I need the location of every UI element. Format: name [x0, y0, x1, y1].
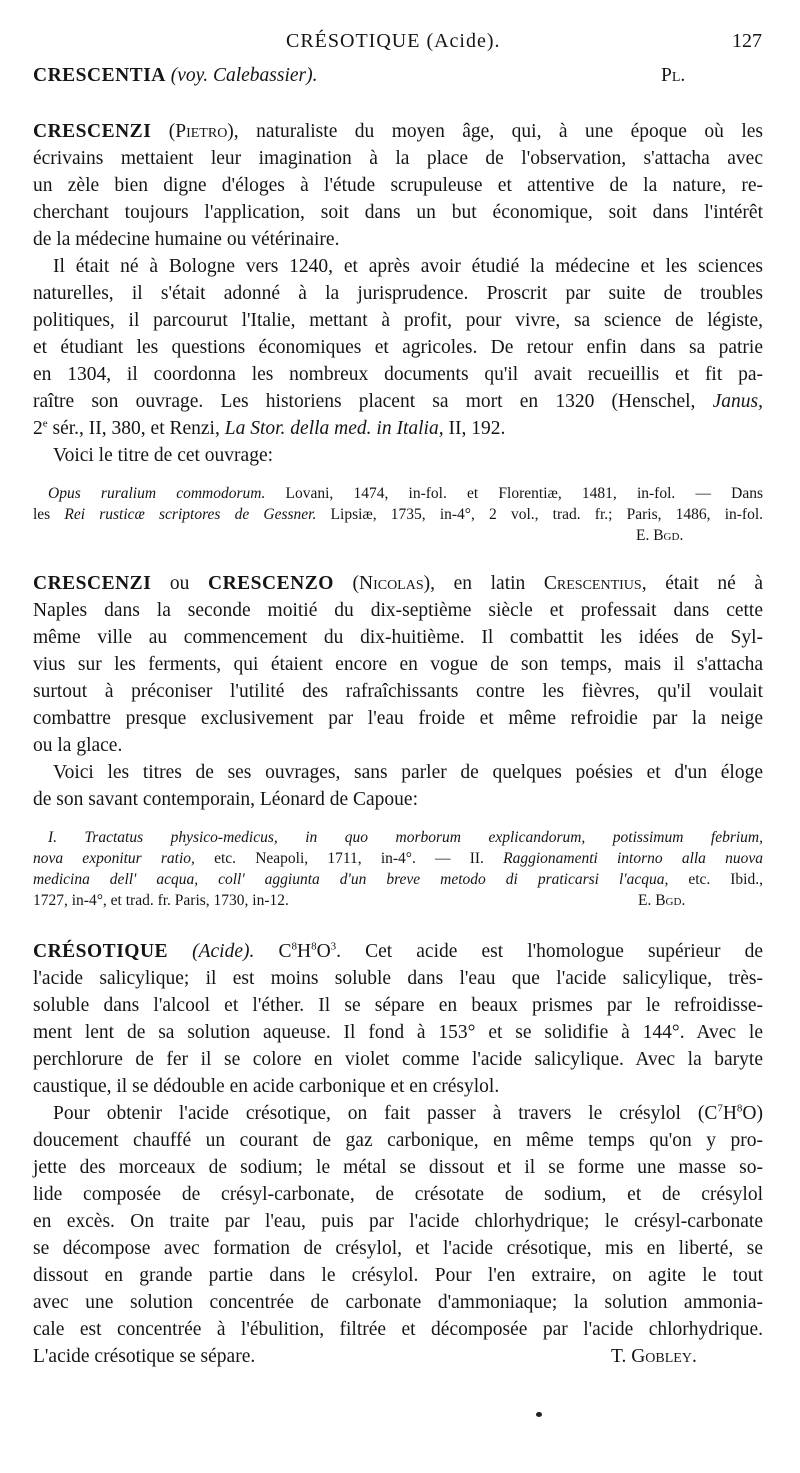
entry-name: (Pietro), — [168, 121, 239, 142]
text-line: combattre presque exclusivement par l'eau froide et même refroidie par la neige — [33, 708, 763, 729]
citation-line — [33, 849, 763, 868]
page-number: 127 — [732, 30, 762, 52]
text-line: Naples dans la seconde moitié du dix-septième siècle et professait dans cette — [33, 600, 763, 621]
entry-head-alt: CRESCENZO — [208, 573, 334, 594]
text-span: 2 — [33, 418, 43, 439]
book-title: La Stor. della med. in Italia, — [224, 418, 444, 439]
text-span: L'acide crésotique se sépare. — [33, 1346, 256, 1367]
entry-ref: (voy. Calebassier). — [170, 65, 318, 86]
text-span: Lipsiæ, 1735, in-4°, 2 vol., trad. fr.; Paris, 1486, in-fol. — [316, 506, 764, 523]
text-span: O) — [742, 1103, 763, 1124]
entry-name: (Nicolas), — [352, 573, 436, 594]
superscript: 7 — [717, 1102, 723, 1115]
citation-line — [33, 891, 763, 910]
text-span: raître son ouvrage. Les historiens placent sa mort en 1320 (Henschel, — [33, 391, 696, 412]
citation-line — [33, 870, 763, 889]
text-line: avec une solution concentrée de carbonate d'ammoniaque; la solution ammonia- — [33, 1292, 763, 1313]
text-line: écrivains mettaient leur imagination à la place de l'observation, s'attacha avec — [33, 148, 763, 169]
text-span: était né à — [665, 573, 764, 594]
signature — [636, 526, 756, 545]
entry-head: CRESCENZI — [33, 121, 152, 142]
citation-title: medicina dell' acqua, coll' aggiunta d'un breve metodo di praticarsi l'acqua, — [33, 871, 669, 888]
header-title: CRÉSOTIQUE (Acide). — [286, 30, 501, 52]
text-line: cherchant toujours l'application, soit dans un but économique, soit dans l'intérêt — [33, 202, 763, 223]
text-span: Pour obtenir l'acide crésotique, on fait passer à travers le crésylol (C — [53, 1103, 718, 1124]
text-line: et étudiant les questions économiques et agricoles. De retour enfin dans sa patrie — [33, 337, 763, 358]
superscript: 8 — [311, 940, 317, 953]
text-span: en latin — [435, 573, 544, 594]
text-line: l'acide salicylique; il est moins soluble dans l'eau que l'acide salicylique, très- — [33, 968, 763, 989]
text-line: politiques, il parcourut l'Italie, mettant à profit, pour vivre, sa science de légiste, — [33, 310, 763, 331]
entry-head: CRESCENTIA — [33, 65, 166, 86]
text-line: vius sur les ferments, qui étaient encore en vogue de son temps, mais il s'attacha — [33, 654, 763, 675]
superscript: 8 — [736, 1102, 743, 1115]
text-line: lide composée de crésyl-carbonate, de crésotate de sodium, et de crésylol — [33, 1184, 763, 1205]
text-line — [33, 940, 763, 964]
text-line: cale est concentrée à l'ébulition, filtrée et décomposée par l'acide chlorhydrique. — [33, 1319, 763, 1340]
citation-line — [48, 828, 763, 847]
text-span: . Cet acide est l'homologue supérieur de — [336, 941, 763, 962]
citation-title: nova exponitur ratio, — [33, 850, 195, 867]
text-line: même ville au commencement du dix-huitième. Il combattit les idées de Syl- — [33, 627, 763, 648]
text-span: sér., II, 380, et Renzi, — [47, 418, 220, 439]
text-line — [53, 1102, 763, 1126]
signature: E. Bgd. — [638, 892, 686, 909]
text-line — [33, 120, 763, 144]
text-line — [33, 1345, 763, 1369]
text-span: O — [316, 941, 331, 962]
entry-crescentia — [33, 64, 763, 88]
text-line: naturelles, il s'était adonné à la jurisprudence. Proscrit par suite de troubles — [33, 283, 763, 304]
text-line: doucement chauffé un courant de gaz carbonique, en même temps qu'on y pro- — [33, 1130, 763, 1151]
citation-title: I. Tractatus physico-medicus, in quo morborum explicandorum, potissimum febrium, — [48, 829, 763, 846]
text-line — [33, 417, 763, 441]
signature-text: E. Bgd. — [636, 527, 684, 544]
citation-line — [33, 505, 763, 524]
text-line: de la médecine humaine ou vétérinaire. — [33, 229, 340, 250]
text-line: en excès. On traite par l'eau, puis par l'acide chlorhydrique; le crésyl-carbonate — [33, 1211, 763, 1232]
text-line: de son savant contemporain, Léonard de Capoue: — [33, 789, 419, 810]
text-span: ou — [151, 573, 209, 594]
text-span: les — [33, 506, 65, 523]
text-line: en 1304, il coordonna les nombreux documents qu'il avait recueillis et fit pa- — [33, 364, 763, 385]
text-line: ou la glace. — [33, 735, 123, 756]
citation-title: Rei rusticæ scriptores de Gessner. — [64, 506, 317, 523]
text-line — [33, 390, 763, 414]
signature: Pl. — [661, 65, 686, 86]
entry-qualifier: (Acide). — [192, 941, 255, 962]
text-line: ment lent de sa solution aqueuse. Il fond à 153° et se solidifie à 144°. Avec le — [33, 1022, 763, 1043]
text-span: H — [722, 1103, 737, 1124]
text-line: se décompose avec formation de crésylol, et l'acide crésotique, mis en liberté, se — [33, 1238, 763, 1259]
citation-line — [48, 484, 763, 503]
text-span: 1727, in-4°, et trad. fr. Paris, 1730, in-12. — [33, 892, 289, 909]
text-span: II, 192. — [443, 418, 506, 439]
entry-head: CRÉSOTIQUE — [33, 941, 169, 962]
text-span: C — [278, 941, 292, 962]
running-header — [0, 30, 800, 58]
text-line: surtout à préconiser l'utilité des rafraîchissants contre les fièvres, qu'il voulait — [33, 681, 763, 702]
text-span: etc. Neapoli, 1711, in-4°. — II. — [194, 850, 484, 867]
journal-title: Janus, — [712, 391, 763, 412]
superscript: e — [42, 417, 48, 430]
superscript: 8 — [291, 940, 297, 953]
text-line: Voici le titre de cet ouvrage: — [53, 445, 274, 466]
entry-head: CRESCENZI — [33, 573, 152, 594]
text-span: Lovani, 1474, in-fol. et Florentiæ, 1481, in-fol. — Dans — [265, 485, 763, 502]
text-line: soluble dans l'alcool et l'éther. Il se sépare en beaux prismes par le refroidisse- — [33, 995, 763, 1016]
text-span: naturaliste du moyen âge, qui, à une époque où les — [256, 121, 763, 142]
citation-title: Opus ruralium commodorum. — [48, 485, 266, 502]
text-line — [33, 572, 763, 596]
text-line: caustique, il se dédouble en acide carbonique et en crésylol. — [33, 1076, 500, 1097]
text-line: Voici les titres de ses ouvrages, sans parler de quelques poésies et d'un éloge — [53, 762, 763, 783]
text-line: Il était né à Bologne vers 1240, et après avoir étudié la médecine et les sciences — [53, 256, 763, 277]
ink-mark — [536, 1412, 542, 1417]
latin-name: Crescentius, — [543, 573, 647, 594]
text-line: jette des morceaux de sodium; le métal se dissout et il se forme une masse so- — [33, 1157, 763, 1178]
text-line: dissout en grande partie dans le crésylol. Pour l'en extraire, on agite le tout — [33, 1265, 763, 1286]
text-line: perchlorure de fer il se colore en violet comme l'acide salicylique. Avec la baryte — [33, 1049, 763, 1070]
chemical-formula — [278, 941, 336, 962]
signature: T. Gobley. — [611, 1346, 697, 1367]
superscript: 3 — [330, 940, 337, 953]
text-span: H — [296, 941, 312, 962]
citation-title: Raggionamenti intorno alla nuova — [483, 850, 763, 867]
text-span: etc. Ibid., — [668, 871, 763, 888]
text-line: un zèle bien digne d'éloges à l'étude scrupuleuse et attentive de la nature, re- — [33, 175, 763, 196]
